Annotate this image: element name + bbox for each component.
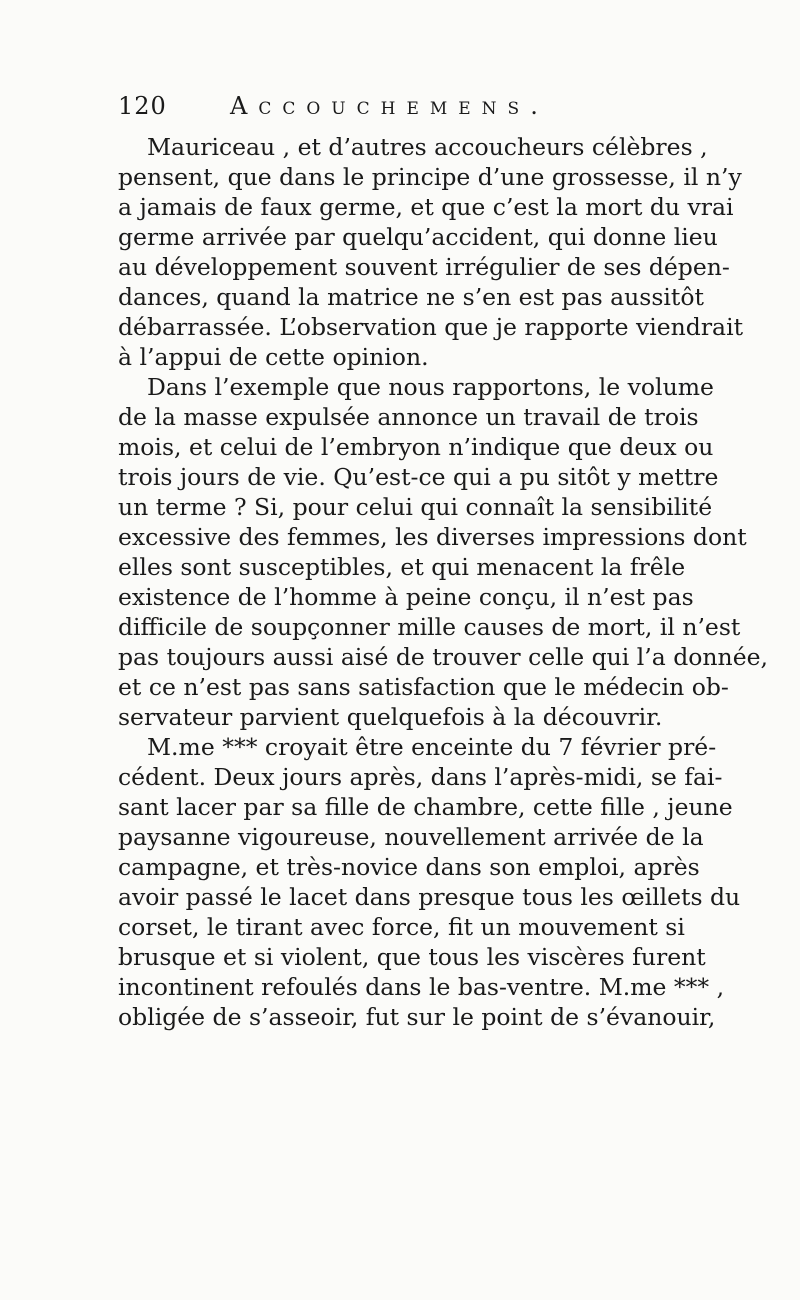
text-line: obligée de s’asseoir, fut sur le point de s’évanouir, bbox=[118, 1003, 716, 1031]
text-line: germe arrivée par quelqu’accident, qui donne lieu bbox=[118, 223, 718, 251]
paragraph bbox=[118, 372, 768, 732]
text-line: dances, quand la matrice ne s’en est pas aussitôt bbox=[118, 283, 704, 311]
running-title: Accouchemens. bbox=[230, 92, 549, 120]
text-line: pas toujours aussi aisé de trouver celle qui l’a donnée, bbox=[118, 643, 768, 671]
text-line: trois jours de vie. Qu’est-ce qui a pu sitôt y mettre bbox=[118, 463, 719, 491]
text-line: Mauriceau , et d’autres accoucheurs célèbres , bbox=[147, 133, 708, 161]
body-text bbox=[118, 132, 768, 1032]
page-number: 120 bbox=[118, 92, 167, 120]
text-line: brusque et si violent, que tous les viscères furent bbox=[118, 943, 706, 971]
text-line: campagne, et très-novice dans son emploi, après bbox=[118, 853, 700, 881]
text-line: pensent, que dans le principe d’une grossesse, il n’y bbox=[118, 163, 742, 191]
text-line: mois, et celui de l’embryon n’indique que deux ou bbox=[118, 433, 714, 461]
text-line: corset, le tirant avec force, fit un mouvement si bbox=[118, 913, 685, 941]
text-line: cédent. Deux jours après, dans l’après-midi, se fai- bbox=[118, 763, 723, 791]
text-line: de la masse expulsée annonce un travail de trois bbox=[118, 403, 699, 431]
text-line: a jamais de faux germe, et que c’est la mort du vrai bbox=[118, 193, 734, 221]
text-line: Dans l’exemple que nous rapportons, le volume bbox=[147, 373, 714, 401]
text-line: elles sont susceptibles, et qui menacent la frêle bbox=[118, 553, 686, 581]
text-line: M.me *** croyait être enceinte du 7 février pré- bbox=[147, 733, 717, 761]
text-line: au développement souvent irrégulier de ses dépen- bbox=[118, 253, 730, 281]
paragraph bbox=[118, 732, 741, 1032]
text-line: incontinent refoulés dans le bas-ventre. M.me *** , bbox=[118, 973, 725, 1001]
text-line: et ce n’est pas sans satisfaction que le médecin ob- bbox=[118, 673, 729, 701]
text-line: difficile de soupçonner mille causes de mort, il n’est bbox=[118, 613, 741, 641]
text-line: à l’appui de cette opinion. bbox=[118, 343, 429, 371]
text-line: existence de l’homme à peine conçu, il n’est pas bbox=[118, 583, 694, 611]
text-line: servateur parvient quelquefois à la découvrir. bbox=[118, 703, 663, 731]
text-line: débarrassée. L’observation que je rapporte viendrait bbox=[118, 313, 744, 341]
text-line: avoir passé le lacet dans presque tous les œillets du bbox=[118, 883, 741, 911]
text-line: paysanne vigoureuse, nouvellement arrivée de la bbox=[118, 823, 704, 851]
paragraph bbox=[118, 132, 744, 372]
text-line: excessive des femmes, les diverses impressions dont bbox=[118, 523, 747, 551]
text-line: sant lacer par sa fille de chambre, cette fille , jeune bbox=[118, 793, 733, 821]
page-header bbox=[118, 92, 678, 126]
text-line: un terme ? Si, pour celui qui connaît la sensibilité bbox=[118, 493, 713, 521]
